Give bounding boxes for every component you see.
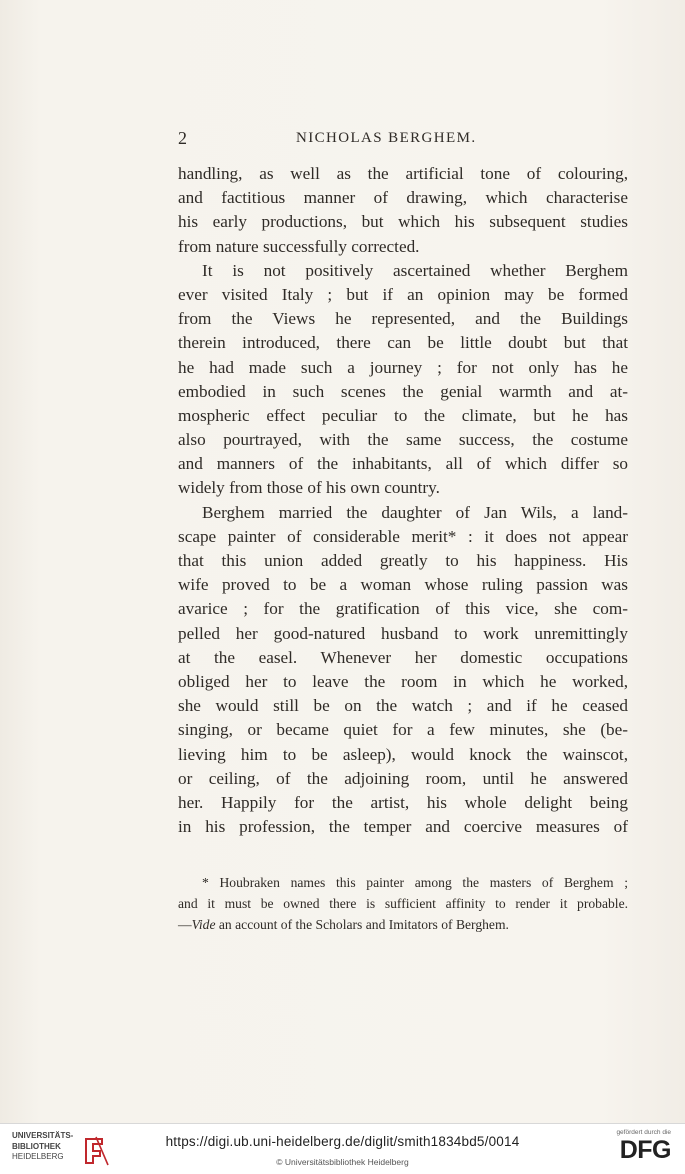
text-line: avarice ; for the gratification of this vice, she com- xyxy=(178,599,628,619)
library-name-line: UNIVERSITÄTS- xyxy=(12,1131,74,1140)
dfg-logo[interactable] xyxy=(601,1129,671,1169)
text-line: he had made such a journey ; for not only has he xyxy=(178,357,628,377)
running-title: NICHOLAS BERGHEM. xyxy=(296,130,477,146)
text-line: her. Happily for the artist, his whole delight being xyxy=(178,792,628,812)
text-line: wife proved to be a woman whose ruling passion was xyxy=(178,575,628,595)
text-line: at the easel. Whenever her domestic occupations xyxy=(178,647,628,667)
library-logo[interactable] xyxy=(12,1131,132,1167)
library-name xyxy=(12,1131,73,1163)
footnote-line: and it must be owned there is sufficient affinity to render it probable. xyxy=(178,896,628,911)
text-line: It is not positively ascertained whether Berghem xyxy=(202,260,628,280)
footnote-line: * Houbraken names this painter among the masters of Berghem ; xyxy=(202,875,628,890)
text-line: pelled her good-natured husband to work unremittingly xyxy=(178,623,628,643)
text-line: also pourtrayed, with the same success, the costume xyxy=(178,430,628,450)
footnote-reference: an account of the Scholars and Imitators of Berghem. xyxy=(215,917,509,932)
library-name-line: BIBLIOTHEK xyxy=(12,1141,61,1151)
text-line: ever visited Italy ; but if an opinion may be formed xyxy=(178,284,628,304)
text-line: in his profession, the temper and coercive measures of xyxy=(178,817,628,837)
text-line: lieving him to be asleep), would knock the wainscot, xyxy=(178,744,628,764)
copyright-notice: © Universitätsbibliothek Heidelberg xyxy=(276,1157,409,1167)
text-line: that this union added greatly to his happiness. His xyxy=(178,551,628,570)
text-line: obliged her to leave the room in which he worked, xyxy=(178,671,628,691)
footnote-line xyxy=(178,914,628,935)
funded-by-label: gefördert durch die xyxy=(616,1129,671,1136)
text-line: and manners of the inhabitants, all of which differ so xyxy=(178,454,628,474)
text-line: his early productions, but which his subsequent studies xyxy=(178,212,628,232)
text-line: mospheric effect peculiar to the climate, but he has xyxy=(178,405,628,425)
dfg-wordmark: DFG xyxy=(619,1136,671,1164)
text-line: singing, or became quiet for a few minutes, she (be- xyxy=(178,720,628,740)
text-line: or ceiling, of the adjoining room, until he answered xyxy=(178,768,628,788)
text-line: scape painter of considerable merit* : it does not appear xyxy=(178,526,628,546)
footnote xyxy=(178,872,628,935)
permalink-url[interactable]: https://digi.ub.uni-heidelberg.de/diglit/smith1834bd5/0014 xyxy=(165,1134,520,1149)
footnote-vide: Vide xyxy=(191,917,216,932)
library-name-line: HEIDELBERG xyxy=(12,1152,64,1161)
text-line: Berghem married the daughter of Jan Wils, a land- xyxy=(202,502,628,522)
text-line: from the Views he represented, and the Buildings xyxy=(178,309,628,329)
text-line: from nature successfully corrected. xyxy=(178,236,420,256)
page-number: 2 xyxy=(178,128,187,148)
digitization-footer xyxy=(0,1123,685,1174)
library-emblem-icon xyxy=(82,1135,110,1167)
footnote-dash: — xyxy=(178,917,192,932)
text-line: she would still be on the watch ; and if he ceased xyxy=(178,696,628,716)
text-line: widely from those of his own country. xyxy=(178,478,440,498)
page-header xyxy=(178,128,628,150)
text-line: and factitious manner of drawing, which characterise xyxy=(178,188,628,208)
text-line: therein introduced, there can be little doubt but that xyxy=(178,333,628,353)
text-line: handling, as well as the artificial tone of colouring, xyxy=(178,164,628,183)
body-text xyxy=(178,162,628,839)
text-line: embodied in such scenes the genial warmth and at- xyxy=(178,381,628,401)
